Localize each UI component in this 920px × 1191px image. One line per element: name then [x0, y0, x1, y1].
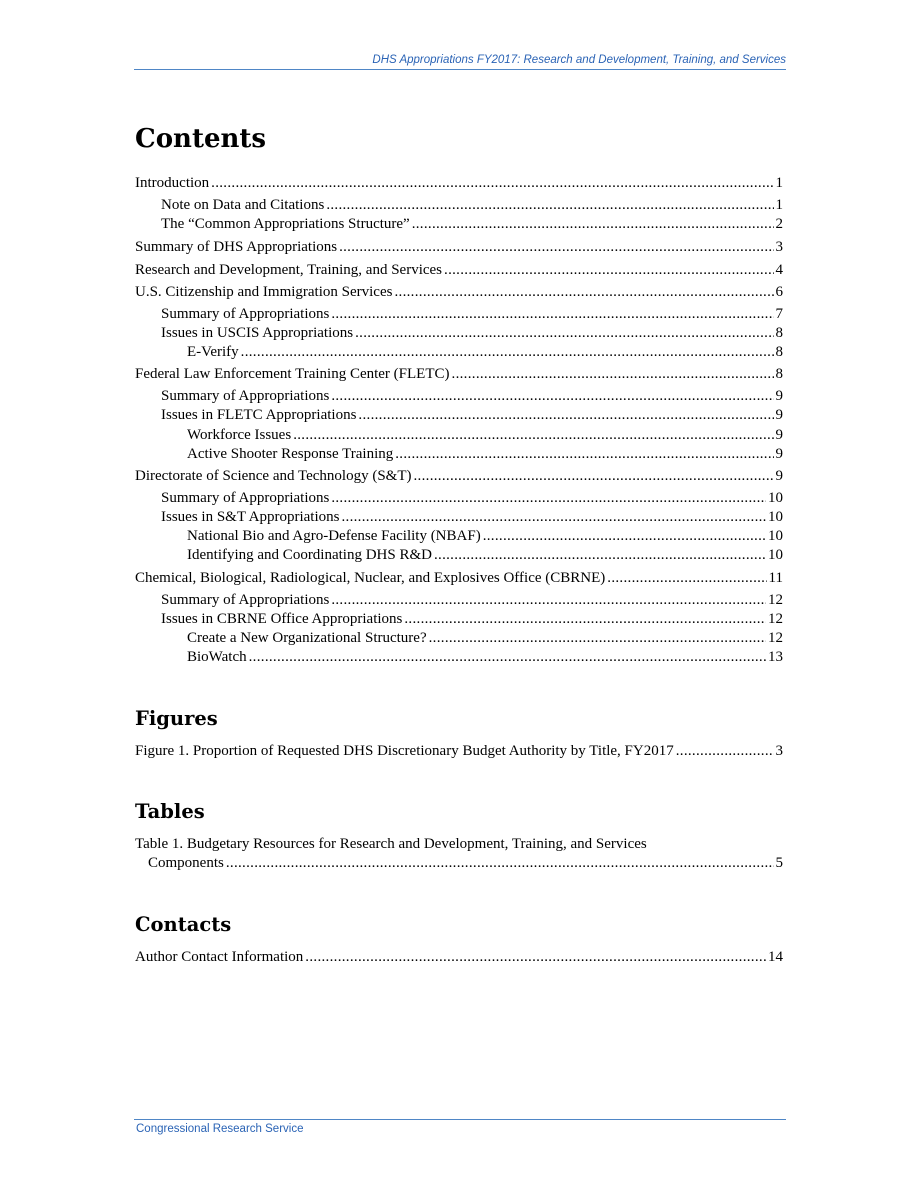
- toc-entry-summary-dhs-appropriations[interactable]: Summary of DHS Appropriations ..... 3: [135, 238, 783, 257]
- toc-entry-introduction[interactable]: Introduction ..... 1: [135, 174, 783, 193]
- toc-entry-e-verify[interactable]: E-Verify ..... 8: [135, 343, 783, 362]
- toc-entry-research-development[interactable]: Research and Development, Training, and Services ..... 4: [135, 261, 783, 280]
- toc-entry-fletc-issues[interactable]: Issues in FLETC Appropriations ..... 9: [135, 406, 783, 425]
- running-header: DHS Appropriations FY2017: Research and Development, Training, and Services: [372, 54, 786, 66]
- toc-entry-dhs-rd[interactable]: Identifying and Coordinating DHS R&D ..... 10: [135, 546, 783, 565]
- toc-entry-note-on-data[interactable]: Note on Data and Citations ..... 1: [135, 196, 783, 215]
- toc-entry-common-appropriations-structure[interactable]: The “Common Appropriations Structure” ..... 2: [135, 215, 783, 234]
- toc-entry-cbrne[interactable]: Chemical, Biological, Radiological, Nuclear, and Explosives Office (CBRNE) ..... 11: [135, 569, 783, 588]
- toc-entry-nbaf[interactable]: National Bio and Agro-Defense Facility (NBAF) ..... 10: [135, 527, 783, 546]
- toc-entry-workforce-issues[interactable]: Workforce Issues ..... 9: [135, 426, 783, 445]
- toc-entry-uscis-summary[interactable]: Summary of Appropriations ..... 7: [135, 305, 783, 324]
- figures-heading: Figures: [135, 707, 218, 730]
- toc-entry-uscis-issues[interactable]: Issues in USCIS Appropriations ..... 8: [135, 324, 783, 343]
- tables-heading: Tables: [135, 800, 205, 823]
- toc-entry-uscis[interactable]: U.S. Citizenship and Immigration Services ..... 6: [135, 283, 783, 302]
- toc-entry-new-org-structure[interactable]: Create a New Organizational Structure? ..... 12: [135, 629, 783, 648]
- contact-entry[interactable]: Author Contact Information ..... 14: [135, 948, 783, 967]
- toc-entry-st-summary[interactable]: Summary of Appropriations ..... 10: [135, 489, 783, 508]
- toc-entry-fletc[interactable]: Federal Law Enforcement Training Center (FLETC) ..... 8: [135, 365, 783, 384]
- toc-entry-biowatch[interactable]: BioWatch ..... 13: [135, 648, 783, 667]
- toc-entry-fletc-summary[interactable]: Summary of Appropriations ..... 9: [135, 387, 783, 406]
- figure-entry[interactable]: Figure 1. Proportion of Requested DHS Discretionary Budget Authority by Title, FY2017 ..... 3: [135, 742, 783, 761]
- table-entry[interactable]: Components ..... 5: [135, 854, 783, 873]
- contents-heading: Contents: [135, 124, 267, 154]
- table-entry-line1[interactable]: Table 1. Budgetary Resources for Research and Development, Training, and Services: [135, 836, 647, 852]
- footer-rule: [134, 1119, 786, 1120]
- footer-text: Congressional Research Service: [136, 1123, 304, 1135]
- toc-entry-cbrne-summary[interactable]: Summary of Appropriations ..... 12: [135, 591, 783, 610]
- toc-entry-cbrne-issues[interactable]: Issues in CBRNE Office Appropriations ..... 12: [135, 610, 783, 629]
- toc-entry-st-issues[interactable]: Issues in S&T Appropriations ..... 10: [135, 508, 783, 527]
- toc-entry-active-shooter[interactable]: Active Shooter Response Training ..... 9: [135, 445, 783, 464]
- toc-entry-science-technology[interactable]: Directorate of Science and Technology (S&T) ..... 9: [135, 467, 783, 486]
- header-rule: [134, 69, 786, 70]
- contacts-heading: Contacts: [135, 913, 232, 936]
